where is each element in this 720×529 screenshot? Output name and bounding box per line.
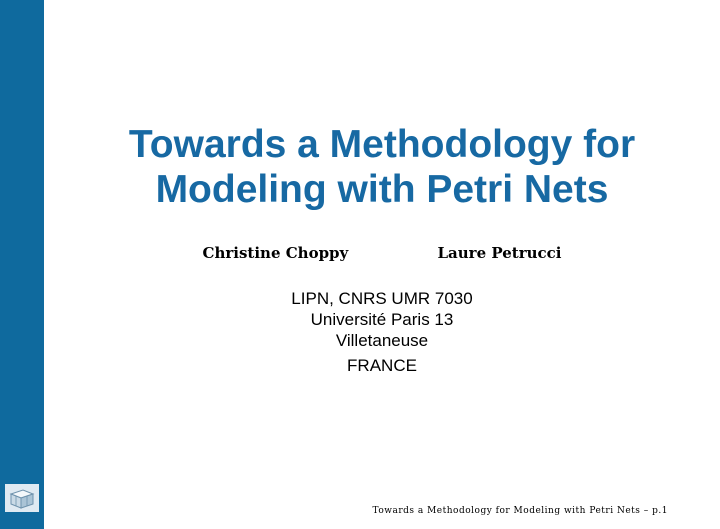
affiliation-university: Université Paris 13 bbox=[310, 310, 454, 329]
box-logo-icon bbox=[5, 484, 39, 512]
slide-title-line-1: Towards a Methodology for bbox=[128, 123, 636, 166]
affiliation-country: FRANCE bbox=[347, 356, 417, 375]
author-name: Christine Choppy bbox=[202, 244, 349, 262]
slide-title bbox=[44, 122, 720, 212]
affiliation-lab: LIPN, CNRS UMR 7030 bbox=[291, 289, 473, 308]
footer-separator: – bbox=[643, 506, 649, 516]
author-name: Laure Petrucci bbox=[437, 244, 562, 262]
sidebar-bar bbox=[0, 0, 44, 529]
footer-running-title: Towards a Methodology for Modeling with Petri Nets bbox=[372, 506, 641, 516]
affiliation-block bbox=[44, 288, 720, 376]
author-list bbox=[44, 244, 720, 262]
footer-page-number: p.1 bbox=[652, 506, 668, 516]
slide-footer bbox=[373, 506, 668, 516]
affiliation-city: Villetaneuse bbox=[335, 331, 429, 350]
slide-title-line-2: Modeling with Petri Nets bbox=[155, 168, 609, 211]
